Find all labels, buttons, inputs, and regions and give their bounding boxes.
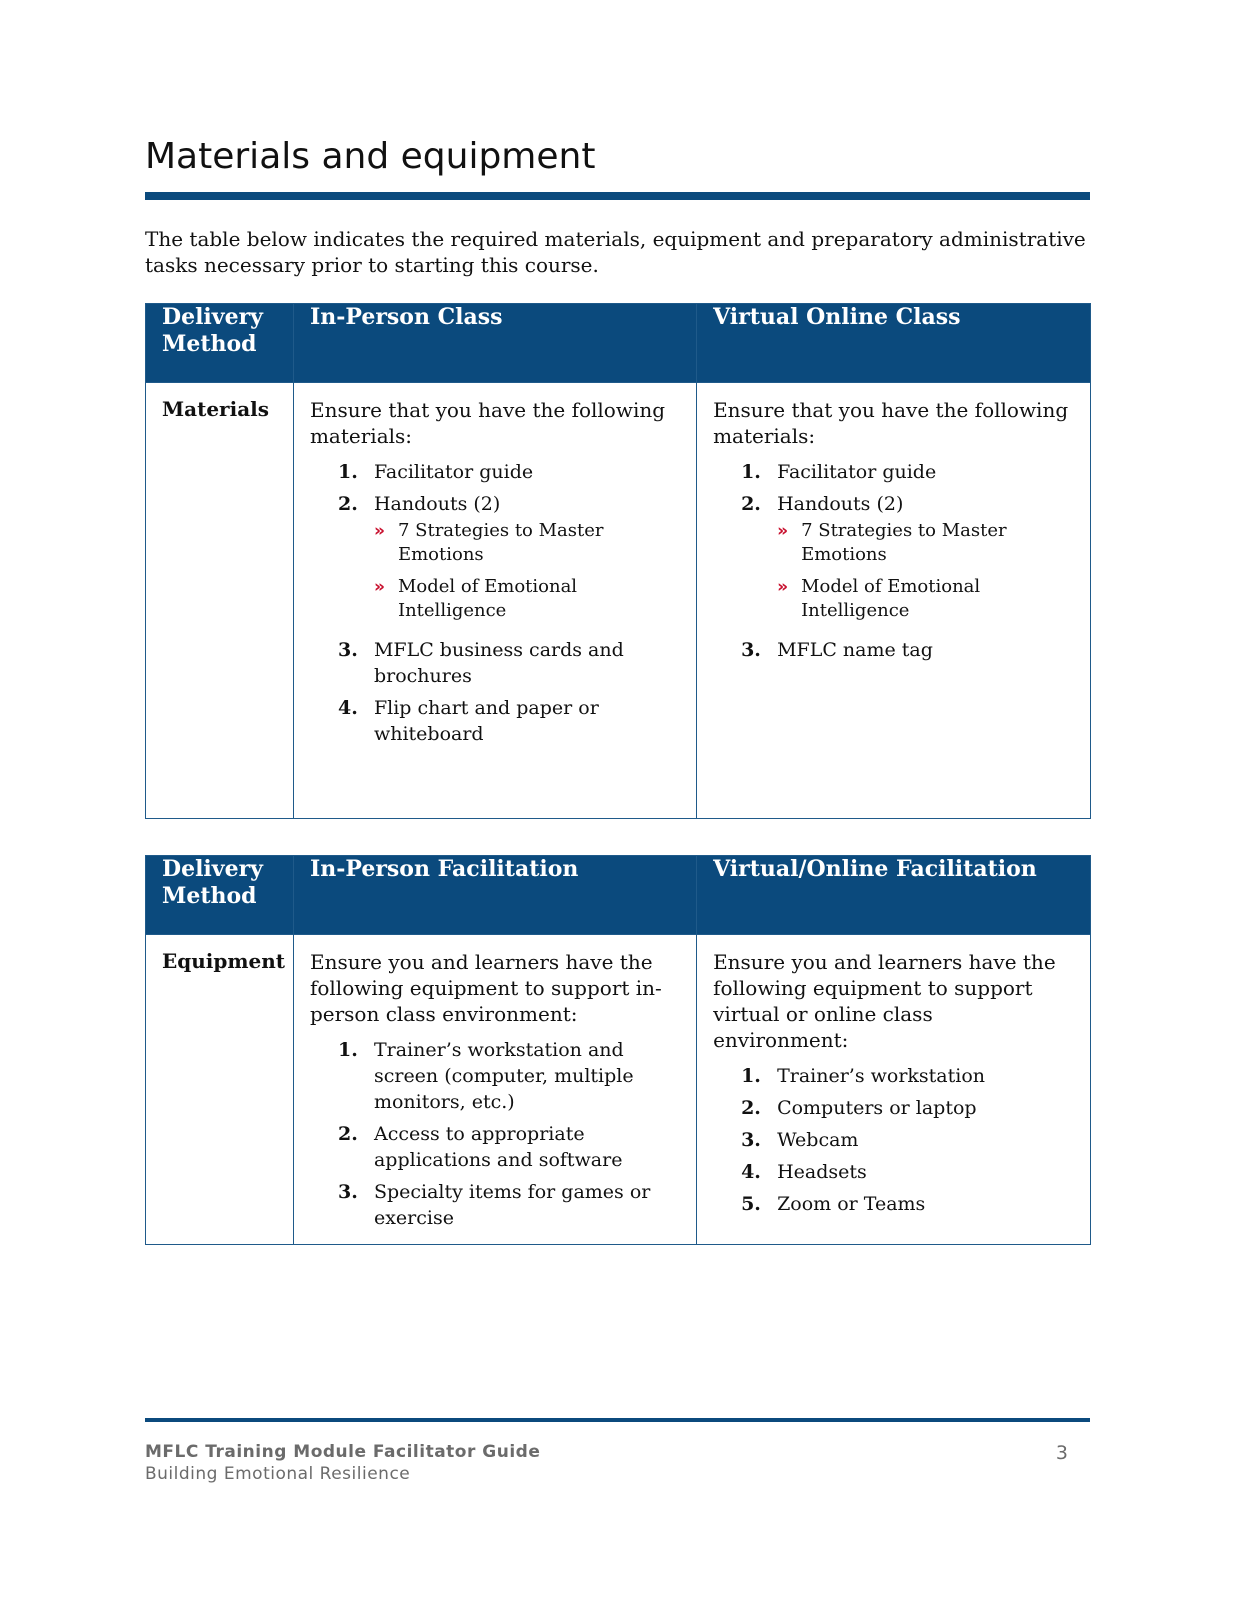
row-label-equipment: Equipment bbox=[146, 935, 294, 1245]
list-item-text: Handouts (2) bbox=[777, 493, 904, 515]
chevron-double-right-icon: » bbox=[373, 521, 385, 541]
list-item-body bbox=[777, 1095, 1074, 1121]
equipment-in-person-list bbox=[338, 1037, 680, 1231]
equipment-virtual-list bbox=[741, 1063, 1074, 1217]
list-item-text: Trainer’s workstation bbox=[777, 1065, 986, 1087]
cell-intro: Ensure that you have the following materials: bbox=[713, 398, 1069, 448]
list-item bbox=[338, 1037, 680, 1115]
list-item-body bbox=[374, 459, 680, 485]
header-in-person-class: In-Person Class bbox=[293, 304, 696, 383]
list-item-body bbox=[777, 1127, 1074, 1153]
list-item bbox=[741, 459, 1074, 485]
materials-virtual-list bbox=[741, 459, 1074, 663]
materials-row bbox=[146, 383, 1091, 819]
list-item-body bbox=[777, 459, 1074, 485]
sub-list-item-text: Model of Emotional Intelligence bbox=[397, 576, 578, 621]
list-item-text: Specialty items for games or exercise bbox=[373, 1181, 651, 1229]
row-label-materials: Materials bbox=[146, 383, 294, 819]
sub-list-item-text: 7 Strategies to Master Emotions bbox=[801, 520, 1007, 565]
cell-intro: Ensure you and learners have the following equipment to support in-person class environment: bbox=[309, 950, 662, 1026]
sub-list-item bbox=[374, 519, 680, 567]
cell-intro: Ensure you and learners have the following equipment to support virtual or online class environment: bbox=[713, 950, 1056, 1052]
list-item-number: 2. bbox=[337, 493, 358, 515]
list-item-text: MFLC name tag bbox=[777, 639, 933, 661]
header-in-person-facilitation: In-Person Facilitation bbox=[293, 856, 696, 935]
list-item-body bbox=[777, 491, 1074, 631]
list-item-number: 3. bbox=[337, 639, 358, 661]
list-item-number: 1. bbox=[741, 1065, 761, 1087]
list-item-text: Access to appropriate applications and software bbox=[373, 1123, 623, 1171]
list-item bbox=[338, 695, 680, 747]
list-item-text: Webcam bbox=[777, 1129, 859, 1151]
list-item-number: 1. bbox=[337, 461, 358, 483]
list-item bbox=[741, 637, 1074, 663]
list-item bbox=[741, 1127, 1074, 1153]
sub-list-item bbox=[374, 575, 680, 623]
list-item-number: 3. bbox=[741, 639, 761, 661]
list-item-body bbox=[777, 1063, 1074, 1089]
list-item-number: 3. bbox=[337, 1181, 358, 1203]
sub-list-item-text: Model of Emotional Intelligence bbox=[801, 576, 981, 621]
footer-subtitle: Building Emotional Resilience bbox=[145, 1464, 411, 1484]
list-item-text: Trainer’s workstation and screen (computer, multiple monitors, etc.) bbox=[373, 1039, 634, 1113]
list-item-number: 4. bbox=[337, 697, 358, 719]
header-virtual-online-facilitation: Virtual/Online Facilitation bbox=[697, 856, 1091, 935]
list-item-number: 3. bbox=[741, 1129, 761, 1151]
list-item-text: Facilitator guide bbox=[373, 461, 534, 483]
list-item-body bbox=[374, 637, 680, 689]
list-item-body bbox=[374, 1121, 680, 1173]
list-item-text: Computers or laptop bbox=[777, 1097, 977, 1119]
list-item bbox=[338, 1121, 680, 1173]
list-item-body bbox=[374, 695, 680, 747]
equipment-row bbox=[146, 935, 1091, 1245]
list-item-text: Facilitator guide bbox=[777, 461, 937, 483]
list-item bbox=[741, 1095, 1074, 1121]
list-item-body bbox=[777, 637, 1074, 663]
list-item-text: Handouts (2) bbox=[373, 493, 501, 515]
list-item-body bbox=[374, 1179, 680, 1231]
header-virtual-online-class: Virtual Online Class bbox=[697, 304, 1091, 383]
list-item-number: 2. bbox=[741, 493, 761, 515]
list-item-number: 5. bbox=[741, 1193, 761, 1215]
materials-in-person-cell bbox=[293, 383, 696, 819]
list-item-number: 1. bbox=[337, 1039, 358, 1061]
list-item-text: Zoom or Teams bbox=[777, 1193, 926, 1215]
materials-table-header bbox=[146, 304, 1091, 383]
equipment-virtual-cell bbox=[697, 935, 1091, 1245]
page-title: Materials and equipment bbox=[145, 136, 596, 177]
title-rule bbox=[145, 192, 1090, 200]
materials-virtual-cell bbox=[697, 383, 1091, 819]
equipment-table-header bbox=[146, 856, 1091, 935]
list-item-number: 1. bbox=[741, 461, 761, 483]
materials-in-person-list bbox=[338, 459, 680, 747]
chevron-double-right-icon: » bbox=[777, 521, 789, 541]
cell-intro: Ensure that you have the following materials: bbox=[309, 398, 666, 448]
chevron-double-right-icon: » bbox=[373, 577, 385, 597]
footer-rule bbox=[145, 1418, 1090, 1422]
sub-list bbox=[374, 519, 680, 623]
list-item bbox=[338, 637, 680, 689]
sub-list bbox=[777, 519, 1074, 623]
equipment-in-person-cell bbox=[293, 935, 696, 1245]
equipment-table bbox=[145, 855, 1091, 1245]
list-item bbox=[338, 459, 680, 485]
list-item bbox=[741, 491, 1074, 631]
sub-list-item bbox=[777, 575, 1074, 623]
footer-title: MFLC Training Module Facilitator Guide bbox=[145, 1442, 541, 1462]
sub-list-item-text: 7 Strategies to Master Emotions bbox=[397, 520, 604, 565]
list-item-body bbox=[374, 491, 680, 631]
list-item-body bbox=[777, 1159, 1074, 1185]
list-item bbox=[741, 1191, 1074, 1217]
list-item bbox=[741, 1159, 1074, 1185]
list-item-text: MFLC business cards and brochures bbox=[373, 639, 624, 687]
header-delivery-method: Delivery Method bbox=[146, 304, 294, 383]
list-item bbox=[338, 491, 680, 631]
list-item-number: 2. bbox=[741, 1097, 761, 1119]
chevron-double-right-icon: » bbox=[777, 577, 789, 597]
header-delivery-method: Delivery Method bbox=[146, 856, 294, 935]
intro-paragraph: The table below indicates the required materials, equipment and preparatory administrative tasks necessary prior to starting this course. bbox=[145, 227, 1086, 277]
list-item-number: 4. bbox=[741, 1161, 761, 1183]
list-item-text: Flip chart and paper or whiteboard bbox=[373, 697, 599, 745]
list-item-text: Headsets bbox=[777, 1161, 867, 1183]
list-item-body bbox=[374, 1037, 680, 1115]
list-item-number: 2. bbox=[337, 1123, 358, 1145]
materials-table bbox=[145, 303, 1091, 819]
sub-list-item bbox=[777, 519, 1074, 567]
list-item bbox=[338, 1179, 680, 1231]
list-item-body bbox=[777, 1191, 1074, 1217]
page-number: 3 bbox=[1055, 1442, 1068, 1464]
list-item bbox=[741, 1063, 1074, 1089]
